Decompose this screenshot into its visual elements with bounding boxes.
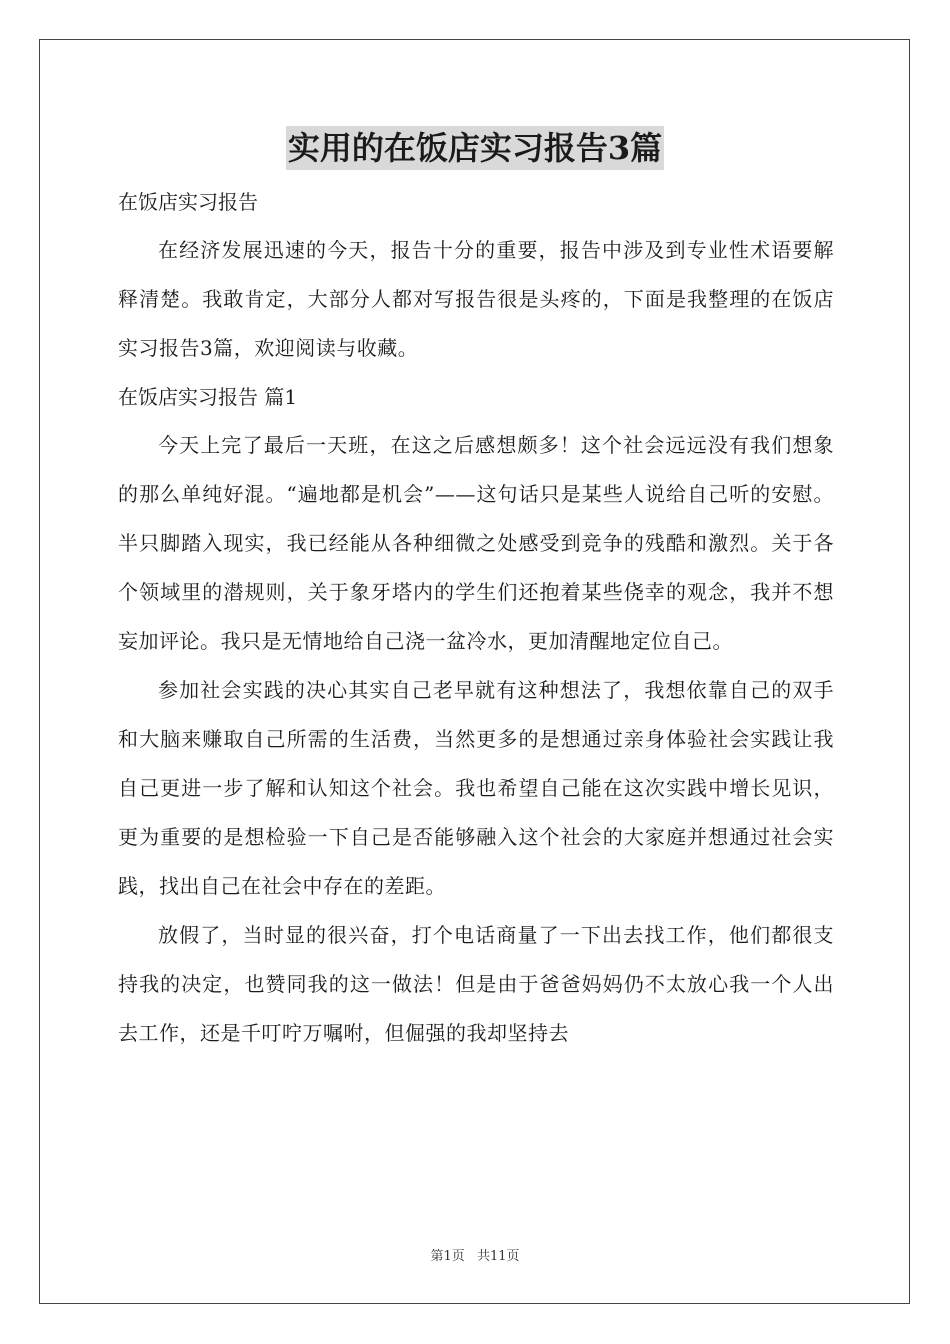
body-paragraph: 今天上完了最后一天班，在这之后感想颇多！这个社会远远没有我们想象的那么单纯好混。“遍地都是机会”——这句话只是某些人说给自己听的安慰。半只脚踏入现实，我已经能从各种细微之处感受到竞争的残酷和激烈。关于各个领域里的潜规则，关于象牙塔内的学生们还抱着某些侥幸的观念，我并不想妄加评论。我只是无情地给自己浇一盆冷水，更加清醒地定位自己。 xyxy=(118,433,834,653)
section-heading-part1: 在饭店实习报告 篇1 xyxy=(118,385,298,409)
page-footer xyxy=(0,1245,950,1264)
document-body xyxy=(118,178,834,1058)
title-container xyxy=(0,126,950,170)
body-paragraph: 放假了，当时显的很兴奋，打个电话商量了一下出去找工作，他们都很支持我的决定，也赞同我的这一做法！但是由于爸爸妈妈仍不太放心我一个人出去工作，还是千叮咛万嘱咐，但倔强的我却坚持去 xyxy=(118,923,834,1045)
document-title: 实用的在饭店实习报告3篇 xyxy=(286,126,664,170)
section-heading-intro: 在饭店实习报告 xyxy=(118,190,258,214)
page-total: 共11页 xyxy=(476,1249,520,1264)
body-paragraph: 参加社会实践的决心其实自己老早就有这种想法了，我想依靠自己的双手和大脑来赚取自己所需的生活费，当然更多的是想通过亲身体验社会实践让我自己更进一步了解和认知这个社会。我也希望自己能在这次实践中增长见识，更为重要的是想检验一下自己是否能够融入这个社会的大家庭并想通过社会实践，找出自己在社会中存在的差距。 xyxy=(118,678,834,898)
page-number: 第1页 xyxy=(430,1249,465,1264)
intro-paragraph: 在经济发展迅速的今天，报告十分的重要，报告中涉及到专业性术语要解释清楚。我敢肯定，大部分人都对写报告很是头疼的，下面是我整理的在饭店实习报告3篇，欢迎阅读与收藏。 xyxy=(118,238,834,360)
